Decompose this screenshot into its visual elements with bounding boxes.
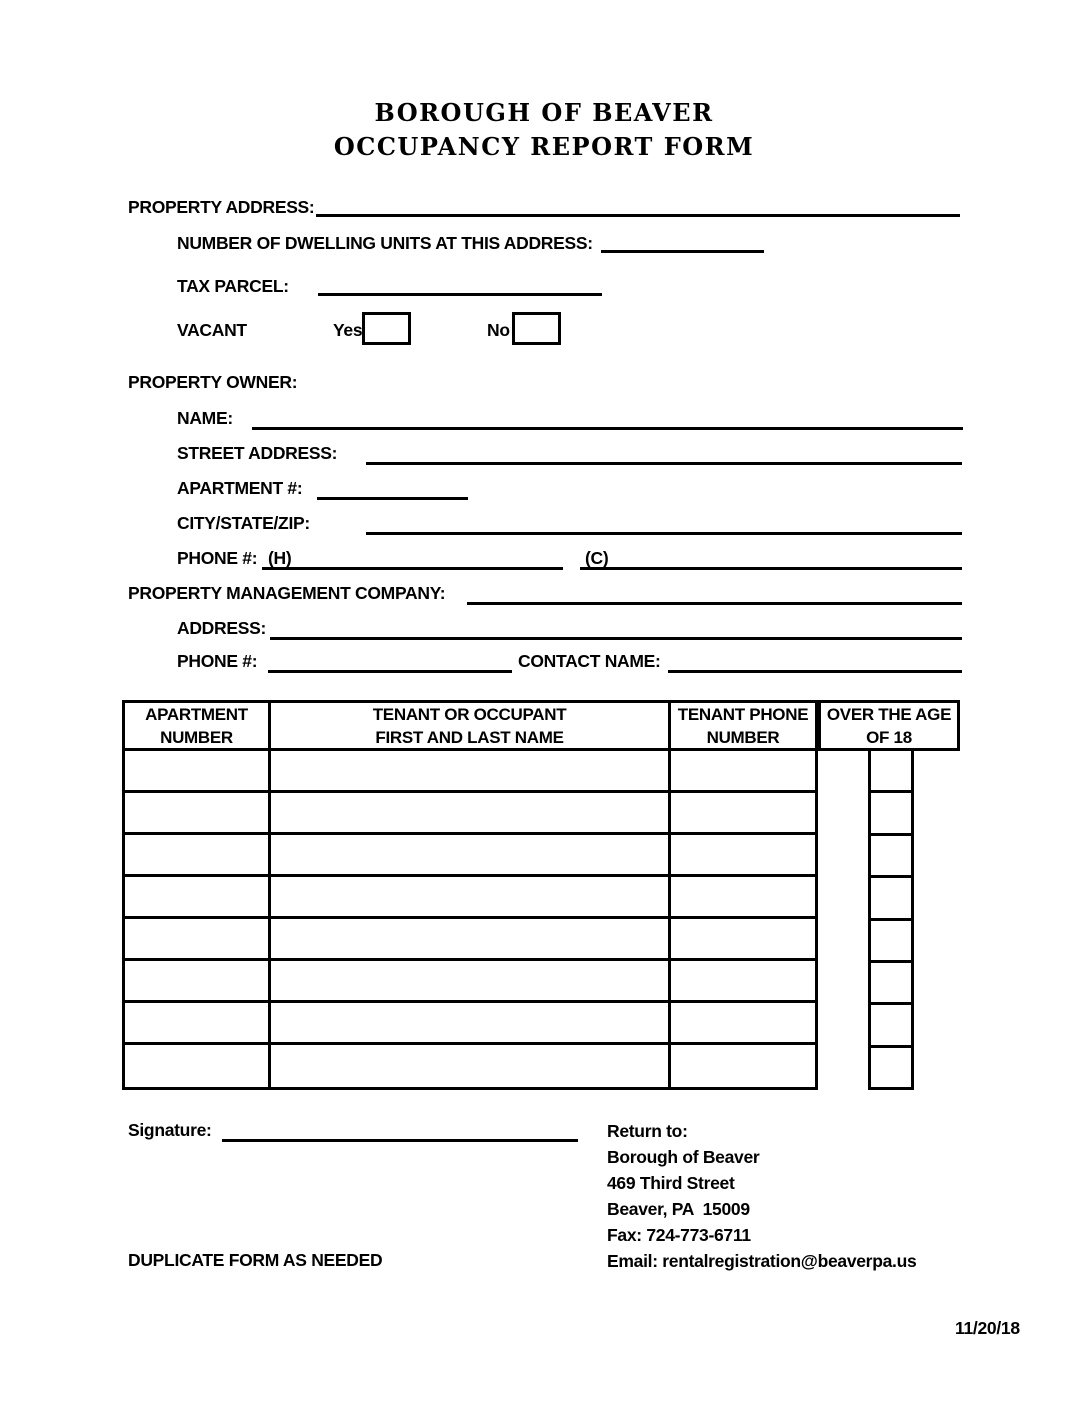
apartment-number-cell[interactable] [125,877,271,919]
form-title-line1: BOROUGH OF BEAVER [374,98,714,127]
signature-label: Signature: [128,1120,212,1140]
over18-checkbox-cell[interactable] [871,836,911,878]
return-address-line: Email: rentalregistration@beaverpa.us [607,1251,917,1271]
over18-checkbox-cell[interactable] [871,878,911,920]
property-address-label: PROPERTY ADDRESS: [128,197,315,217]
management-company-heading: PROPERTY MANAGEMENT COMPANY: [128,583,446,603]
apartment-number-cell[interactable] [125,919,271,961]
tenant-name-cell[interactable] [271,877,671,919]
tenant-phone-cell[interactable] [671,877,815,919]
management-address-label: ADDRESS: [177,618,266,638]
tenant-name-cell[interactable] [271,835,671,877]
return-to-heading: Return to: [607,1121,688,1141]
owner-phone-home-field[interactable] [262,567,563,570]
vacant-no-checkbox[interactable] [512,312,561,345]
owner-phone-label: PHONE #: [177,548,258,568]
header-name-line1: TENANT OR OCCUPANT [372,705,567,724]
dwelling-units-field[interactable] [601,250,764,253]
management-contact-name-field[interactable] [668,670,962,673]
owner-city-state-zip-label: CITY/STATE/ZIP: [177,513,310,533]
header-apartment-line1: APARTMENT [145,705,248,724]
owner-phone-home-label: (H) [268,548,292,568]
tenant-phone-cell[interactable] [671,751,815,793]
tenant-phone-cell[interactable] [671,919,815,961]
tenant-table-header-apartment [125,703,271,751]
tenant-name-cell[interactable] [271,919,671,961]
management-address-field[interactable] [270,637,962,640]
management-company-field[interactable] [467,602,962,605]
tenant-phone-cell[interactable] [671,793,815,835]
over18-checkbox-cell[interactable] [871,921,911,963]
property-owner-heading: PROPERTY OWNER: [128,372,298,392]
tenant-name-cell[interactable] [271,1003,671,1045]
vacant-label: VACANT [177,320,247,340]
owner-street-address-field[interactable] [366,462,962,465]
apartment-number-cell[interactable] [125,961,271,1003]
apartment-number-cell[interactable] [125,751,271,793]
over18-checkbox-cell[interactable] [871,963,911,1005]
owner-apartment-field[interactable] [317,497,468,500]
dwelling-units-label: NUMBER OF DWELLING UNITS AT THIS ADDRESS: [177,233,593,253]
tenant-phone-cell[interactable] [671,961,815,1003]
tax-parcel-field[interactable] [318,293,602,296]
apartment-number-cell[interactable] [125,793,271,835]
return-to-block [607,1118,916,1274]
return-address-line: Fax: 724-773-6711 [607,1225,751,1245]
signature-field[interactable] [222,1139,578,1142]
header-phone-line2: NUMBER [706,728,780,747]
duplicate-note: DUPLICATE FORM AS NEEDED [128,1250,383,1270]
tax-parcel-label: TAX PARCEL: [177,276,289,296]
owner-apartment-label: APARTMENT #: [177,478,303,498]
tenant-table-header-over18 [818,700,960,751]
apartment-number-cell[interactable] [125,1045,271,1087]
owner-name-field[interactable] [252,427,963,430]
tenant-table-header-phone [671,703,815,751]
return-address-line: 469 Third Street [607,1173,735,1193]
apartment-number-cell[interactable] [125,1003,271,1045]
owner-phone-cell-label: (C) [585,548,609,568]
owner-street-address-label: STREET ADDRESS: [177,443,338,463]
owner-city-state-zip-field[interactable] [366,532,962,535]
property-address-field[interactable] [316,214,960,217]
tenant-name-cell[interactable] [271,961,671,1003]
tenant-name-cell[interactable] [271,1045,671,1087]
over18-checkbox-cell[interactable] [871,1048,911,1087]
revision-date: 11/20/18 [955,1318,1020,1338]
vacant-yes-label: Yes [333,320,363,340]
tenant-table [122,700,818,1090]
tenant-phone-cell[interactable] [671,835,815,877]
tenant-name-cell[interactable] [271,751,671,793]
tenant-phone-cell[interactable] [671,1045,815,1087]
tenant-name-cell[interactable] [271,793,671,835]
owner-phone-cell-field[interactable] [580,567,962,570]
vacant-yes-checkbox[interactable] [362,312,411,345]
apartment-number-cell[interactable] [125,835,271,877]
owner-name-label: NAME: [177,408,233,428]
form-title-line2: OCCUPANCY REPORT FORM [333,132,755,161]
header-phone-line1: TENANT PHONE [677,705,809,724]
return-address-line: Beaver, PA 15009 [607,1199,750,1219]
header-over18-line2: OF 18 [866,728,912,747]
management-phone-label: PHONE #: [177,651,258,671]
header-over18-line1: OVER THE AGE [826,705,952,724]
tenant-phone-cell[interactable] [671,1003,815,1045]
header-name-line2: FIRST AND LAST NAME [375,728,564,747]
tenant-table-header-name [271,703,671,751]
over18-checkbox-cell[interactable] [871,793,911,835]
over18-checkbox-cell[interactable] [871,751,911,793]
over18-column [868,748,914,1090]
vacant-no-label: No [487,320,510,340]
over18-checkbox-cell[interactable] [871,1005,911,1047]
management-phone-field[interactable] [268,670,512,673]
management-contact-name-label: CONTACT NAME: [518,651,661,671]
return-address-line: Borough of Beaver [607,1147,760,1167]
header-apartment-line2: NUMBER [160,728,233,747]
